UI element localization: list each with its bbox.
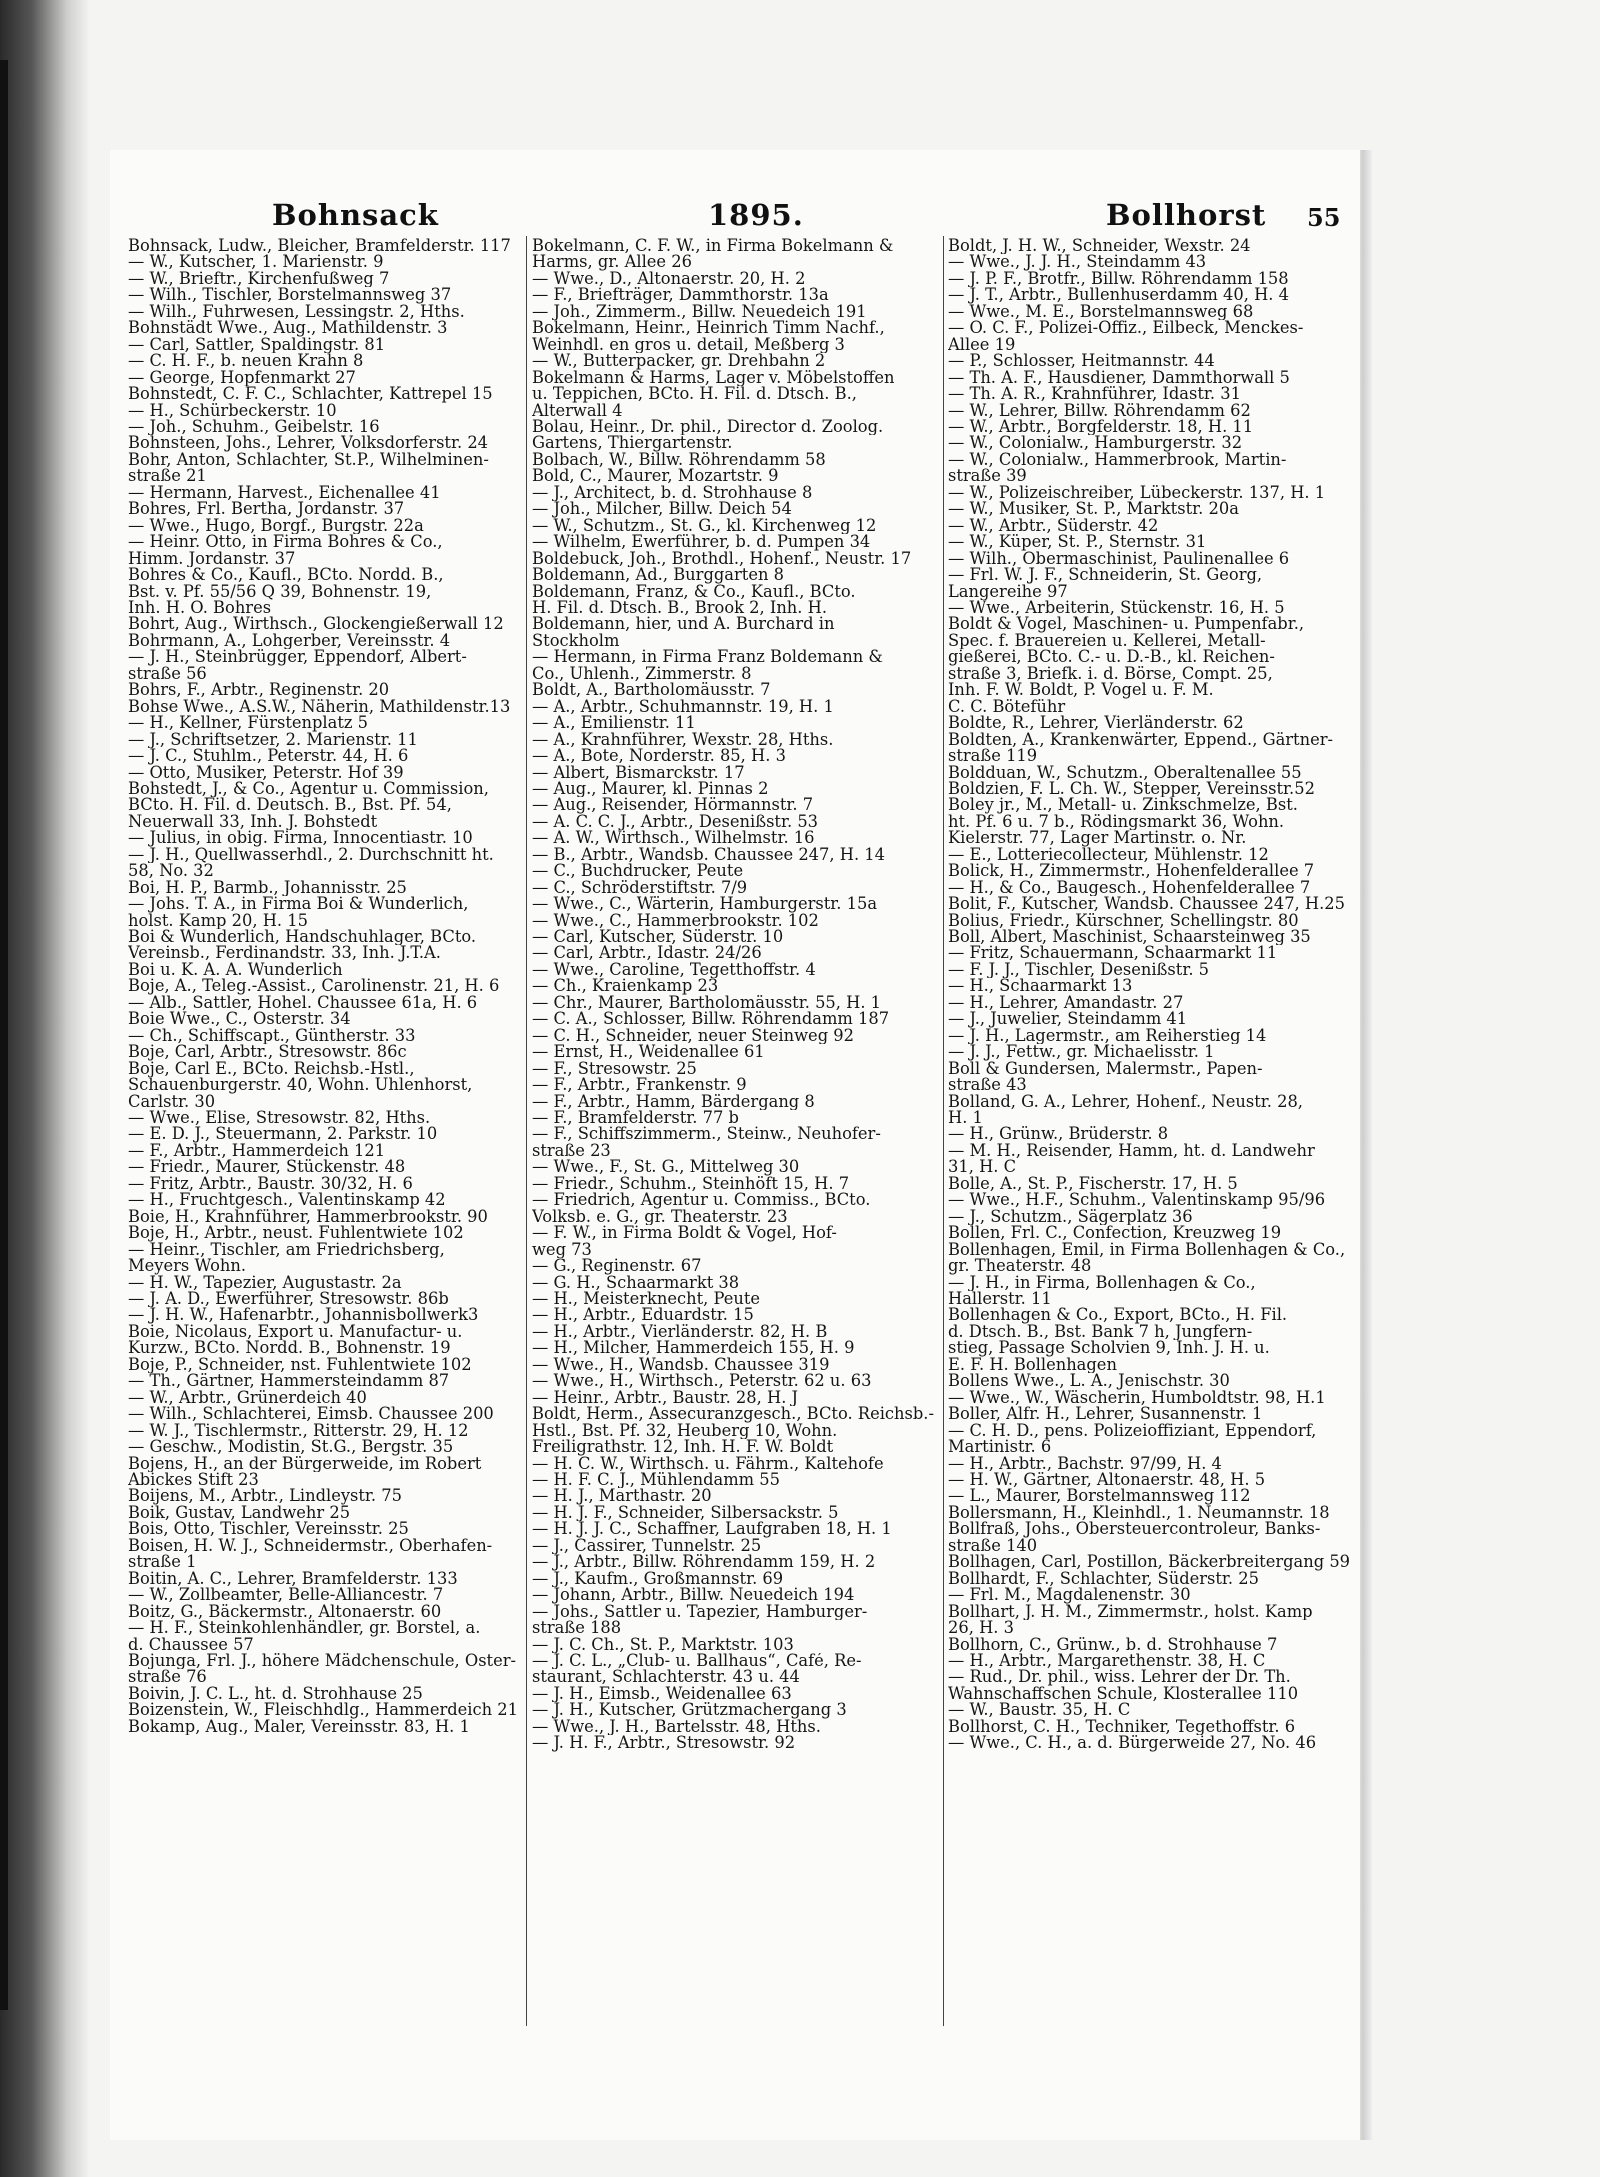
directory-entry-line: Bohstedt, J., & Co., Agentur u. Commission,: [128, 780, 489, 798]
directory-entry-line: 31, H. C: [948, 1159, 1017, 1176]
directory-entry-line: — Wwe., C., Hammerbrookstr. 102: [532, 912, 819, 930]
directory-entry-line: Boldduan, W., Schutzm., Oberaltenallee 55: [948, 764, 1302, 781]
directory-entry-line: — H., Meisterknecht, Peute: [532, 1291, 761, 1308]
directory-entry-line: — Wwe., Arbeiterin, Stückenstr. 16, H. 5: [948, 599, 1285, 617]
directory-entry-line: — Rud., Dr. phil., wiss. Lehrer der Dr. Th.: [948, 1669, 1291, 1686]
directory-entry-line: — Heinr., Arbtr., Baustr. 28, H. J: [532, 1389, 799, 1407]
directory-entry-line: — Wwe., J. H., Bartelsstr. 48, Hths.: [532, 1718, 821, 1736]
directory-entry-line: — F., Arbtr., Hamm, Bärdergang 8: [532, 1093, 815, 1111]
directory-entry-line: Bollens Wwe., L. A., Jenischstr. 30: [948, 1373, 1230, 1390]
directory-entry-line: Bolle, A., St. P., Fischerstr. 17, H. 5: [948, 1175, 1238, 1193]
directory-entry-line: Bolick, H., Zimmermstr., Hohenfelderallee 7: [948, 863, 1315, 880]
directory-entry-line: — Hermann, Harvest., Eichenallee 41: [128, 484, 441, 502]
directory-entry-line: — G., Reginenstr. 67: [532, 1258, 702, 1275]
directory-entry-line: — A. W., Wirthsch., Wilhelmstr. 16: [532, 830, 815, 847]
directory-entry-line: Boje, A., Teleg.-Assist., Carolinenstr. 21, H. 6: [128, 978, 500, 995]
running-head-left: Bohnsack: [272, 198, 439, 232]
directory-entry-line: — J. C., Stuhlm., Peterstr. 44, H. 6: [128, 748, 409, 765]
directory-entry-line: Boi & Wunderlich, Handschuhlager, BCto.: [128, 929, 477, 946]
directory-entry-line: — Wilh., Tischler, Borstelmannsweg 37: [128, 287, 452, 304]
directory-entry-line: BCto. H. Fil. d. Deutsch. B., Bst. Pf. 54,: [128, 797, 452, 814]
directory-entry-line: — J. P. F., Brotfr., Billw. Röhrendamm 158: [948, 270, 1289, 288]
directory-entry-line: straße 76: [128, 1669, 207, 1686]
directory-entry-line: — J. A. D., Ewerführer, Stresowstr. 86b: [128, 1291, 449, 1308]
directory-entry-line: straße 21: [128, 468, 207, 485]
directory-entry-line: — Aug., Maurer, kl. Pinnas 2: [532, 780, 769, 798]
directory-entry-line: — Ch., Schiffscapt., Güntherstr. 33: [128, 1027, 416, 1045]
directory-entry-line: — F., Arbtr., Frankenstr. 9: [532, 1077, 747, 1094]
directory-entry-line: — J., Schriftsetzer, 2. Marienstr. 11: [128, 731, 418, 749]
directory-entry-line: Bokelmann, Heinr., Heinrich Timm Nachf.,: [532, 320, 885, 337]
directory-entry-line: — H., Grünw., Brüderstr. 8: [948, 1126, 1169, 1143]
directory-entry-line: — J. H., Steinbrügger, Eppendorf, Albert-: [128, 649, 467, 666]
directory-entry-line: — H. J. F., Schneider, Silbersackstr. 5: [532, 1504, 839, 1522]
directory-entry-line: — J., Architect, b. d. Strohhause 8: [532, 484, 813, 502]
directory-entry-line: Boldt, J. H. W., Schneider, Wexstr. 24: [948, 238, 1251, 255]
directory-entry-line: — Wwe., J. J. H., Steindamm 43: [948, 254, 1207, 271]
directory-entry-line: — E., Lotteriecollecteur, Mühlenstr. 12: [948, 846, 1269, 864]
directory-entry-line: — J., Arbtr., Billw. Röhrendamm 159, H. 2: [532, 1554, 876, 1571]
directory-entry-line: — F. W., in Firma Boldt & Vogel, Hof-: [532, 1225, 837, 1242]
directory-entry-line: Boizenstein, W., Fleischhdlg., Hammerdeich 21: [128, 1702, 518, 1719]
directory-entry-line: — H., Arbtr., Eduardstr. 15: [532, 1307, 754, 1324]
directory-entry-line: — F. J. J., Tischler, Desenißstr. 5: [948, 961, 1210, 979]
directory-entry-line: Boll & Gundersen, Malermstr., Papen-: [948, 1060, 1263, 1078]
directory-entry-line: Boie, H., Krahnführer, Hammerbrookstr. 90: [128, 1208, 488, 1226]
directory-entry-line: holst. Kamp 20, H. 15: [128, 912, 308, 930]
directory-entry-line: — H. C. W., Wirthsch. u. Fährm., Kaltehofe: [532, 1455, 884, 1472]
directory-entry-line: — F., Briefträger, Dammthorstr. 13a: [532, 287, 829, 304]
directory-entry-line: — Wwe., H., Wandsb. Chaussee 319: [532, 1356, 830, 1374]
directory-entry-line: — Wwe., Hugo, Borgf., Burgstr. 22a: [128, 517, 424, 535]
directory-entry-line: — J. T., Arbtr., Bullenhuserdamm 40, H. 4: [948, 287, 1289, 304]
directory-entry-line: — C., Schröderstiftstr. 7/9: [532, 879, 748, 897]
directory-entry-line: — W. J., Tischlermstr., Ritterstr. 29, H. 12: [128, 1422, 469, 1440]
directory-entry-line: — W., Kutscher, 1. Marienstr. 9: [128, 254, 384, 271]
directory-entry-line: Bollhart, J. H. M., Zimmermstr., holst. Kamp: [948, 1603, 1313, 1621]
directory-entry-line: — Wilh., Fuhrwesen, Lessingstr. 2, Hths.: [128, 303, 465, 321]
directory-entry-line: — J. H., in Firma, Bollenhagen & Co.,: [948, 1274, 1256, 1291]
directory-entry-line: Boldt, Herm., Assecuranzgesch., BCto. Reichsb.-: [532, 1406, 934, 1423]
directory-entry-line: Spec. f. Brauereien u. Kellerei, Metall-: [948, 632, 1266, 650]
directory-entry-line: Bolau, Heinr., Dr. phil., Director d. Zoolog.: [532, 418, 884, 436]
directory-entry-line: Bohnstädt Wwe., Aug., Mathildenstr. 3: [128, 320, 448, 337]
directory-entry-line: Langereihe 97: [948, 583, 1068, 600]
directory-column-3: [948, 238, 1352, 2038]
directory-entry-line: Abickes Stift 23: [128, 1471, 259, 1489]
directory-entry-line: Bolit, F., Kutscher, Wandsb. Chaussee 247, H.25: [948, 896, 1346, 913]
directory-entry-line: Boldzien, F. L. Ch. W., Stepper, Vereinsstr.52: [948, 780, 1315, 798]
directory-entry-line: — Aug., Reisender, Hörmannstr. 7: [532, 797, 814, 814]
directory-entry-line: — Hermann, in Firma Franz Boldemann &: [532, 649, 883, 666]
directory-entry-line: — H., Schürbeckerstr. 10: [128, 402, 337, 419]
directory-entry-line: straße 23: [532, 1142, 611, 1160]
directory-entry-line: straße 56: [128, 665, 207, 683]
directory-entry-line: — Geschw., Modistin, St.G., Bergstr. 35: [128, 1439, 454, 1456]
directory-entry-line: — A., Bote, Norderstr. 85, H. 3: [532, 748, 786, 765]
directory-entry-line: — P., Schlosser, Heitmannstr. 44: [948, 353, 1215, 370]
directory-entry-line: — Wilh., Obermaschinist, Paulinenallee 6: [948, 550, 1290, 568]
directory-entry-line: — H. W., Tapezier, Augustastr. 2a: [128, 1274, 402, 1291]
directory-entry-line: — H., Arbtr., Vierländerstr. 82, H. B: [532, 1323, 828, 1341]
directory-entry-line: — Th. A. R., Krahnführer, Idastr. 31: [948, 386, 1241, 403]
directory-entry-line: — H. W., Gärtner, Altonaerstr. 48, H. 5: [948, 1471, 1266, 1489]
column-rule: [526, 236, 527, 2026]
directory-entry-line: Hstl., Bst. Pf. 32, Heuberg 10, Wohn.: [532, 1422, 838, 1440]
directory-entry-line: gießerei, BCto. C.- u. D.-B., kl. Reichen-: [948, 649, 1275, 666]
directory-entry-line: — Julius, in obig. Firma, Innocentiastr. 10: [128, 830, 473, 847]
directory-entry-line: — Joh., Schuhm., Geibelstr. 16: [128, 418, 380, 436]
directory-entry-line: Boje, H., Arbtr., neust. Fuhlentwiete 102: [128, 1225, 464, 1242]
directory-entry-line: — H., Fruchtgesch., Valentinskamp 42: [128, 1192, 446, 1209]
directory-entry-line: — Wwe., M. E., Borstelmannsweg 68: [948, 303, 1254, 321]
directory-entry-line: Co., Uhlenh., Zimmerstr. 8: [532, 665, 752, 683]
directory-entry-line: Boje, Carl E., BCto. Reichsb.-Hstl.,: [128, 1060, 415, 1078]
directory-entry-line: — F., Stresowstr. 25: [532, 1060, 697, 1078]
directory-entry-line: Bollen, Frl. C., Confection, Kreuzweg 19: [948, 1225, 1282, 1242]
directory-entry-line: Boi u. K. A. A. Wunderlich: [128, 961, 343, 979]
directory-entry-line: straße 3, Briefk. i. d. Börse, Compt. 25,: [948, 665, 1273, 683]
directory-entry-line: — W., Colonialw., Hamburgerstr. 32: [948, 435, 1243, 452]
directory-entry-line: — Friedr., Schuhm., Steinhöft 15, H. 7: [532, 1175, 850, 1193]
directory-entry-line: — H., Arbtr., Margarethenstr. 38, H. C: [948, 1652, 1266, 1670]
directory-entry-line: — A., Arbtr., Schuhmannstr. 19, H. 1: [532, 698, 834, 716]
directory-entry-line: Himm. Jordanstr. 37: [128, 550, 296, 568]
directory-entry-line: — E. D. J., Steuermann, 2. Parkstr. 10: [128, 1126, 438, 1143]
directory-entry-line: — H., Milcher, Hammerdeich 155, H. 9: [532, 1340, 855, 1357]
directory-entry-line: Bollenhagen & Co., Export, BCto., H. Fil.: [948, 1307, 1288, 1324]
directory-entry-line: — Chr., Maurer, Bartholomäusstr. 55, H. 1: [532, 994, 882, 1012]
directory-entry-line: Boi, H. P., Barmb., Johannisstr. 25: [128, 879, 407, 897]
directory-entry-line: — A., Krahnführer, Wexstr. 28, Hths.: [532, 731, 834, 749]
directory-entry-line: — W., Küper, St. P., Sternstr. 31: [948, 534, 1207, 551]
directory-entry-line: Boldten, A., Krankenwärter, Eppend., Gärtner-: [948, 731, 1334, 749]
directory-entry-line: Boller, Alfr. H., Lehrer, Susannenstr. 1: [948, 1406, 1263, 1423]
running-head-right: Bollhorst: [1106, 198, 1267, 232]
directory-column-2: [532, 238, 940, 2038]
directory-entry-line: straße 188: [532, 1620, 622, 1637]
directory-entry-line: — H. J. J. C., Schaffner, Laufgraben 18, H. 1: [532, 1521, 892, 1538]
directory-entry-line: — J., Cassirer, Tunnelstr. 25: [532, 1537, 762, 1555]
directory-entry-line: — W., Colonialw., Hammerbrook, Martin-: [948, 451, 1287, 469]
directory-entry-line: Bohnsack, Ludw., Bleicher, Bramfelderstr. 117: [128, 238, 511, 255]
directory-entry-line: — O. C. F., Polizei-Offiz., Eilbeck, Menckes-: [948, 320, 1304, 337]
directory-entry-line: — H. F. C. J., Mühlendamm 55: [532, 1471, 781, 1489]
directory-entry-line: — C. A., Schlosser, Billw. Röhrendamm 187: [532, 1011, 890, 1028]
directory-entry-line: — Heinr. Otto, in Firma Bohres & Co.,: [128, 534, 443, 551]
directory-entry-line: — F., Arbtr., Hammerdeich 121: [128, 1142, 386, 1160]
directory-entry-line: Bohse Wwe., A.S.W., Näherin, Mathildenstr.13: [128, 698, 511, 716]
directory-entry-line: — Carl, Arbtr., Idastr. 24/26: [532, 945, 762, 962]
directory-entry-line: — C. H., Schneider, neuer Steinweg 92: [532, 1027, 855, 1045]
directory-entry-line: stieg, Passage Scholvien 9, Inh. J. H. u.: [948, 1340, 1270, 1357]
directory-entry-line: Allee 19: [948, 336, 1016, 354]
directory-entry-line: — J. H., Lagermstr., am Reiherstieg 14: [948, 1027, 1267, 1045]
directory-entry-line: — Th., Gärtner, Hammersteindamm 87: [128, 1373, 450, 1390]
directory-entry-line: Boldemann, hier, und A. Burchard in: [532, 616, 835, 633]
directory-entry-line: — J., Schutzm., Sägerplatz 36: [948, 1208, 1193, 1226]
directory-entry-line: Bohr, Anton, Schlachter, St.P., Wilhelminen-: [128, 451, 489, 469]
directory-entry-line: — J. H., Kutscher, Grützmachergang 3: [532, 1702, 847, 1719]
directory-entry-line: Boll, Albert, Maschinist, Schaarsteinweg 35: [948, 929, 1311, 946]
directory-entry-line: — Carl, Kutscher, Süderstr. 10: [532, 929, 784, 946]
directory-entry-line: Meyers Wohn.: [128, 1258, 247, 1275]
directory-entry-line: Bohrs, F., Arbtr., Reginenstr. 20: [128, 682, 390, 699]
directory-entry-line: — H., Kellner, Fürstenplatz 5: [128, 715, 368, 732]
directory-entry-line: Martinistr. 6: [948, 1439, 1052, 1456]
directory-entry-line: Bolius, Friedr., Kürschner, Schellingstr. 80: [948, 912, 1299, 930]
directory-entry-line: — W., Brieftr., Kirchenfußweg 7: [128, 270, 390, 288]
page-number: 55: [1307, 203, 1341, 232]
directory-entry-line: — Wwe., H., Wirthsch., Peterstr. 62 u. 63: [532, 1373, 872, 1390]
directory-entry-line: — Otto, Musiker, Peterstr. Hof 39: [128, 764, 404, 781]
directory-entry-line: — Friedr., Maurer, Stückenstr. 48: [128, 1159, 406, 1176]
directory-entry-line: C. C. Böteführ: [948, 698, 1066, 716]
directory-entry-line: Boldt, A., Bartholomäusstr. 7: [532, 682, 771, 699]
directory-entry-line: H. 1: [948, 1110, 983, 1127]
directory-entry-line: Alterwall 4: [532, 402, 623, 419]
directory-entry-line: Bokamp, Aug., Maler, Vereinsstr. 83, H. 1: [128, 1718, 470, 1736]
directory-entry-line: — Fritz, Arbtr., Baustr. 30/32, H. 6: [128, 1175, 413, 1193]
directory-entry-line: Boldebuck, Joh., Brothdl., Hohenf., Neustr. 17: [532, 550, 912, 568]
directory-entry-line: d. Dtsch. B., Bst. Bank 7 h, Jungfern-: [948, 1323, 1253, 1341]
directory-entry-line: Wahnschaffschen Schule, Klosterallee 110: [948, 1685, 1299, 1703]
scan-edge-strip: [0, 60, 8, 2010]
directory-entry-line: d. Chaussee 57: [128, 1636, 254, 1653]
directory-entry-line: — Alb., Sattler, Hohel. Chaussee 61a, H. 6: [128, 994, 478, 1012]
directory-entry-line: — A. C. C. J., Arbtr., Desenißstr. 53: [532, 813, 819, 831]
running-head-year: 1895.: [708, 198, 804, 232]
directory-entry-line: — Johs., Sattler u. Tapezier, Hamburger-: [532, 1603, 868, 1621]
directory-entry-line: Freiligrathstr. 12, Inh. H. F. W. Boldt: [532, 1439, 834, 1456]
directory-entry-line: — J. H., Eimsb., Weidenallee 63: [532, 1685, 792, 1703]
directory-entry-line: — W., Arbtr., Borgfelderstr. 18, H. 11: [948, 418, 1254, 436]
directory-entry-line: — Friedrich, Agentur u. Commiss., BCto.: [532, 1192, 871, 1209]
directory-entry-line: — J. J., Fettw., gr. Michaelisstr. 1: [948, 1044, 1215, 1061]
directory-entry-line: Bollhagen, Carl, Postillon, Bäckerbreitergang 59: [948, 1554, 1351, 1571]
directory-entry-line: — Wwe., C., Wärterin, Hamburgerstr. 15a: [532, 896, 878, 913]
directory-entry-line: Boijens, M., Arbtr., Lindleystr. 75: [128, 1488, 402, 1505]
directory-entry-line: Kurzw., BCto. Nordd. B., Bohnenstr. 19: [128, 1340, 451, 1357]
directory-entry-line: E. F. H. Bollenhagen: [948, 1356, 1117, 1374]
directory-entry-line: Bohnsteen, Johs., Lehrer, Volksdorferstr. 24: [128, 435, 489, 452]
directory-entry-line: Boje, Carl, Arbtr., Stresowstr. 86c: [128, 1044, 407, 1061]
directory-entry-line: — W., Lehrer, Billw. Röhrendamm 62: [948, 402, 1251, 419]
directory-entry-line: — B., Arbtr., Wandsb. Chaussee 247, H. 14: [532, 846, 886, 864]
directory-entry-line: — G. H., Schaarmarkt 38: [532, 1274, 740, 1291]
directory-entry-line: — C. H. F., b. neuen Krahn 8: [128, 353, 364, 370]
directory-entry-line: 26, H. 3: [948, 1620, 1014, 1637]
directory-entry-line: — W., Polizeischreiber, Lübeckerstr. 137, H. 1: [948, 484, 1326, 502]
directory-entry-line: staurant, Schlachterstr. 43 u. 44: [532, 1669, 800, 1686]
directory-entry-line: — Wwe., Elise, Stresowstr. 82, Hths.: [128, 1110, 431, 1127]
directory-entry-line: Boivin, J. C. L., ht. d. Strohhause 25: [128, 1685, 423, 1703]
directory-entry-line: — F., Bramfelderstr. 77 b: [532, 1110, 739, 1127]
directory-entry-line: — H. F., Steinkohlenhändler, gr. Borstel, a.: [128, 1620, 481, 1637]
directory-entry-line: — W., Musiker, St. P., Marktstr. 20a: [948, 501, 1239, 518]
directory-entry-line: — H. J., Marthastr. 20: [532, 1488, 712, 1505]
directory-entry-line: Boie, Nicolaus, Export u. Manufactur- u.: [128, 1323, 463, 1341]
directory-entry-line: Bois, Otto, Tischler, Vereinsstr. 25: [128, 1521, 409, 1538]
directory-entry-line: straße 119: [948, 748, 1038, 765]
directory-entry-line: — W., Zollbeamter, Belle-Alliancestr. 7: [128, 1587, 444, 1604]
directory-entry-line: 58, No. 32: [128, 863, 214, 880]
directory-entry-line: Boik, Gustav, Landwehr 25: [128, 1504, 351, 1522]
directory-entry-line: — J., Kaufm., Großmannstr. 69: [532, 1570, 784, 1588]
directory-entry-line: Bold, C., Maurer, Mozartstr. 9: [532, 468, 779, 485]
directory-entry-line: straße 1: [128, 1554, 197, 1571]
directory-entry-line: — Fritz, Schauermann, Schaarmarkt 11: [948, 945, 1278, 962]
directory-entry-line: Boje, P., Schneider, nst. Fuhlentwiete 102: [128, 1356, 472, 1374]
directory-entry-line: Gartens, Thiergartenstr.: [532, 435, 733, 452]
directory-entry-line: H. Fil. d. Dtsch. B., Brook 2, Inh. H.: [532, 599, 828, 617]
directory-entry-line: Bollfraß, Johs., Obersteuercontroleur, Banks-: [948, 1521, 1321, 1538]
directory-entry-line: — Albert, Bismarckstr. 17: [532, 764, 745, 781]
directory-entry-line: weg 73: [532, 1241, 592, 1259]
directory-entry-line: Bojunga, Frl. J., höhere Mädchenschule, Oster-: [128, 1652, 517, 1670]
directory-entry-line: ht. Pf. 6 u. 7 b., Rödingsmarkt 36, Wohn.: [948, 813, 1285, 831]
directory-entry-line: Boldemann, Franz, & Co., Kaufl., BCto.: [532, 583, 856, 600]
directory-entry-line: — F., Schiffszimmerm., Steinw., Neuhofer-: [532, 1126, 881, 1143]
directory-entry-line: Vereinsb., Ferdinandstr. 33, Inh. J.T.A.: [128, 945, 441, 962]
directory-entry-line: gr. Theaterstr. 48: [948, 1258, 1092, 1275]
directory-entry-line: Bollersmann, H., Kleinhdl., 1. Neumannstr. 18: [948, 1504, 1330, 1522]
directory-entry-line: — Ch., Kraienkamp 23: [532, 978, 719, 995]
directory-entry-line: — H., Arbtr., Bachstr. 97/99, H. 4: [948, 1455, 1222, 1472]
directory-entry-line: Hallerstr. 11: [948, 1291, 1052, 1308]
directory-entry-line: Boitz, G., Bäckermstr., Altonaerstr. 60: [128, 1603, 442, 1621]
directory-entry-line: Boie Wwe., C., Osterstr. 34: [128, 1011, 351, 1028]
directory-entry-line: Bojens, H., an der Bürgerweide, im Robert: [128, 1455, 482, 1472]
directory-entry-line: — Joh., Milcher, Billw. Deich 54: [532, 501, 792, 518]
directory-entry-line: — Wwe., C. H., a. d. Bürgerweide 27, No. 46: [948, 1735, 1317, 1752]
directory-entry-line: — Frl. W. J. F., Schneiderin, St. Georg,: [948, 567, 1263, 584]
directory-entry-line: — A., Emilienstr. 11: [532, 715, 696, 732]
directory-entry-line: Bokelmann, C. F. W., in Firma Bokelmann &: [532, 238, 894, 255]
directory-entry-line: Bolland, G. A., Lehrer, Hohenf., Neustr. 28,: [948, 1093, 1303, 1111]
directory-entry-line: — Wwe., D., Altonaerstr. 20, H. 2: [532, 270, 806, 288]
directory-entry-line: Bollenhagen, Emil, in Firma Bollenhagen & Co.,: [948, 1241, 1346, 1259]
scan-left-margin: [0, 0, 90, 2177]
directory-entry-line: — H., Schaarmarkt 13: [948, 978, 1133, 995]
directory-entry-line: Weinhdl. en gros u. detail, Meßberg 3: [532, 336, 845, 354]
directory-entry-line: — J. H. W., Hafenarbtr., Johannisbollwerk3: [128, 1307, 479, 1324]
directory-entry-line: — Wwe., F., St. G., Mittelweg 30: [532, 1159, 800, 1176]
directory-entry-line: Boldte, R., Lehrer, Vierländerstr. 62: [948, 715, 1244, 732]
directory-entry-line: Inh. H. O. Bohres: [128, 599, 272, 617]
directory-entry-line: Bohrmann, A., Lohgerber, Vereinsstr. 4: [128, 632, 451, 650]
directory-entry-line: — Wilhelm, Ewerführer, b. d. Pumpen 34: [532, 534, 871, 551]
directory-entry-line: Bohres, Frl. Bertha, Jordanstr. 37: [128, 501, 405, 518]
page-right-edge: [1362, 150, 1372, 2140]
directory-entry-line: Bohres & Co., Kaufl., BCto. Nordd. B.,: [128, 567, 444, 584]
directory-entry-line: — Wwe., Caroline, Tegetthoffstr. 4: [532, 961, 816, 979]
directory-entry-line: Bst. v. Pf. 55/56 Q 39, Bohnenstr. 19,: [128, 583, 432, 600]
directory-entry-line: Boley jr., M., Metall- u. Zinkschmelze, Bst.: [948, 797, 1298, 814]
directory-entry-line: — C. H. D., pens. Polizeioffiziant, Eppendorf,: [948, 1422, 1317, 1440]
directory-entry-line: — M. H., Reisender, Hamm, ht. d. Landwehr: [948, 1142, 1315, 1160]
directory-entry-line: Bohrt, Aug., Wirthsch., Glockengießerwall 12: [128, 616, 504, 633]
directory-entry-line: Carlstr. 30: [128, 1093, 216, 1111]
directory-entry-line: straße 39: [948, 468, 1027, 485]
directory-entry-line: — J. H. F., Arbtr., Stresowstr. 92: [532, 1735, 796, 1752]
directory-entry-line: — W., Baustr. 35, H. C: [948, 1702, 1131, 1719]
directory-entry-line: Kielerstr. 77, Lager Martinstr. o. Nr.: [948, 830, 1247, 847]
directory-entry-line: — W., Schutzm., St. G., kl. Kirchenweg 12: [532, 517, 877, 535]
directory-entry-line: Schauenburgerstr. 40, Wohn. Uhlenhorst,: [128, 1077, 473, 1094]
directory-entry-line: Boisen, H. W. J., Schneidermstr., Oberhafen-: [128, 1537, 493, 1555]
directory-entry-line: Neuerwall 33, Inh. J. Bohstedt: [128, 813, 378, 831]
directory-entry-line: — W., Arbtr., Grünerdeich 40: [128, 1389, 367, 1407]
directory-entry-line: — Wwe., H.F., Schuhm., Valentinskamp 95/96: [948, 1192, 1326, 1209]
directory-entry-line: — Joh., Zimmerm., Billw. Neuedeich 191: [532, 303, 867, 321]
directory-entry-line: Bollhardt, F., Schlachter, Süderstr. 25: [948, 1570, 1259, 1588]
directory-entry-line: — Carl, Sattler, Spaldingstr. 81: [128, 336, 386, 354]
directory-entry-line: — H., & Co., Baugesch., Hohenfelderallee 7: [948, 879, 1311, 897]
directory-entry-line: — Ernst, H., Weidenallee 61: [532, 1044, 765, 1061]
directory-entry-line: Bolbach, W., Billw. Röhrendamm 58: [532, 451, 826, 469]
directory-entry-line: — Johs. T. A., in Firma Boi & Wunderlich,: [128, 896, 469, 913]
directory-entry-line: Harms, gr. Allee 26: [532, 254, 692, 271]
directory-entry-line: — J. H., Quellwasserhdl., 2. Durchschnitt ht.: [128, 846, 494, 864]
directory-entry-line: — Th. A. F., Hausdiener, Dammthorwall 5: [948, 369, 1290, 387]
directory-entry-line: — Frl. M., Magdalenenstr. 30: [948, 1587, 1191, 1604]
directory-entry-line: Stockholm: [532, 632, 620, 650]
directory-entry-line: — J. C. Ch., St. P., Marktstr. 103: [532, 1636, 794, 1653]
column-rule: [943, 236, 944, 2026]
directory-entry-line: Bollhorn, C., Grünw., b. d. Strohhause 7: [948, 1636, 1278, 1653]
directory-entry-line: — C., Buchdrucker, Peute: [532, 863, 744, 880]
directory-entry-line: — George, Hopfenmarkt 27: [128, 369, 356, 387]
directory-entry-line: Boitin, A. C., Lehrer, Bramfelderstr. 133: [128, 1570, 458, 1588]
directory-entry-line: Bohnstedt, C. F. C., Schlachter, Kattrepel 15: [128, 386, 493, 403]
directory-entry-line: — Wilh., Schlachterei, Eimsb. Chaussee 200: [128, 1406, 494, 1423]
directory-entry-line: — Johann, Arbtr., Billw. Neuedeich 194: [532, 1587, 855, 1604]
directory-column-1: [128, 238, 522, 2038]
directory-entry-line: Bokelmann & Harms, Lager v. Möbelstoffen: [532, 369, 895, 387]
directory-entry-line: Bollhorst, C. H., Techniker, Tegethoffstr. 6: [948, 1718, 1296, 1736]
directory-entry-line: — H., Lehrer, Amandastr. 27: [948, 994, 1184, 1012]
directory-entry-line: — Wwe., W., Wäscherin, Humboldtstr. 98, H.1: [948, 1389, 1326, 1407]
directory-entry-line: — J., Juwelier, Steindamm 41: [948, 1011, 1188, 1028]
directory-entry-line: — L., Maurer, Borstelmannsweg 112: [948, 1488, 1251, 1505]
directory-entry-line: — W., Arbtr., Süderstr. 42: [948, 517, 1159, 535]
directory-entry-line: straße 43: [948, 1077, 1027, 1094]
directory-entry-line: Volksb. e. G., gr. Theaterstr. 23: [532, 1208, 788, 1226]
directory-entry-line: Boldemann, Ad., Burggarten 8: [532, 567, 784, 584]
directory-entry-line: straße 140: [948, 1537, 1038, 1555]
directory-entry-line: — W., Butterpacker, gr. Drehbahn 2: [532, 353, 826, 370]
directory-entry-line: Boldt & Vogel, Maschinen- u. Pumpenfabr.,: [948, 616, 1305, 633]
directory-entry-line: Inh. F. W. Boldt, P. Vogel u. F. M.: [948, 682, 1214, 699]
directory-entry-line: — J. C. L., „Club- u. Ballhaus“, Café, Re-: [532, 1652, 862, 1670]
directory-entry-line: — Heinr., Tischler, am Friedrichsberg,: [128, 1241, 445, 1259]
directory-entry-line: u. Teppichen, BCto. H. Fil. d. Dtsch. B.,: [532, 386, 857, 403]
